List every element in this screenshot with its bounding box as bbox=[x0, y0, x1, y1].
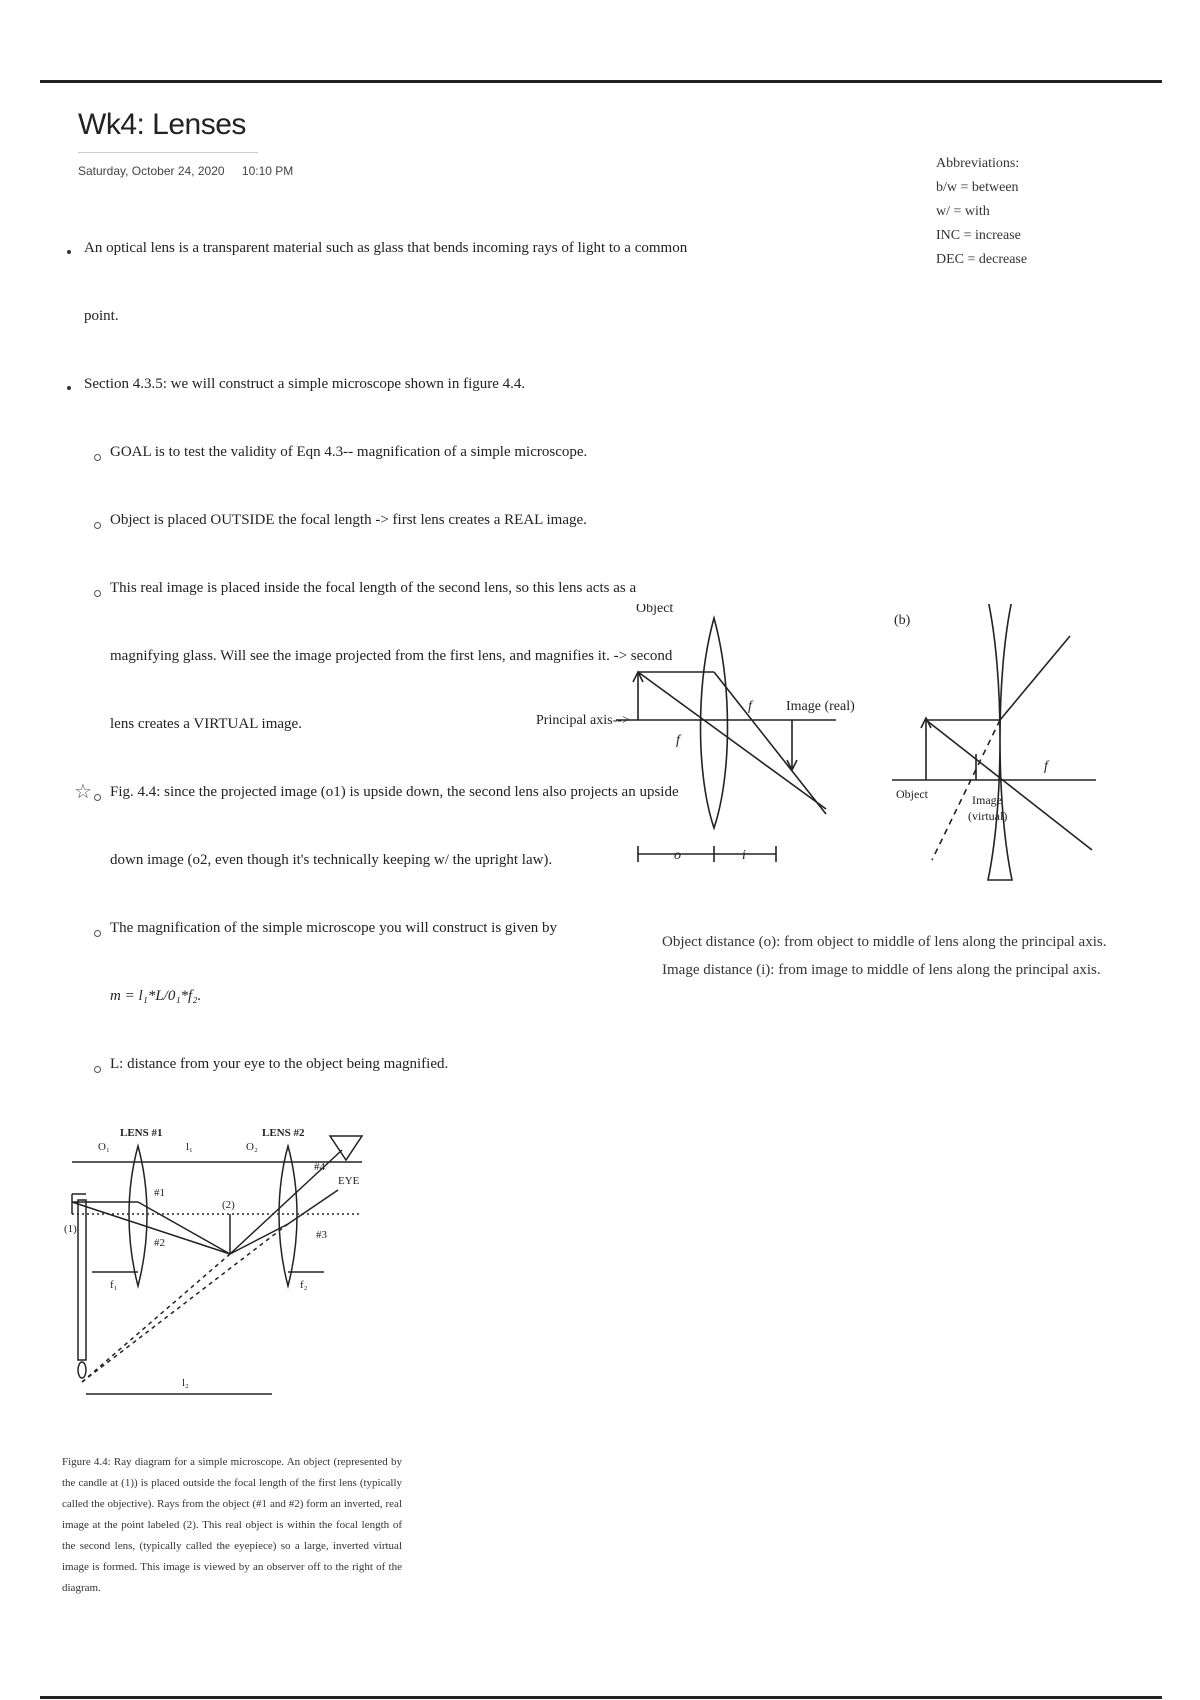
label-eye: EYE bbox=[338, 1175, 360, 1187]
label-l2: l₂ bbox=[182, 1377, 189, 1389]
bullet-dot bbox=[67, 386, 71, 390]
label-f2: f₂ bbox=[300, 1279, 308, 1291]
note-text: Fig. 4.4: since the projected image (o1) is upside down, the second lens also projects an upside bbox=[110, 784, 679, 800]
note-text: down image (o2, even though it's technically keeping w/ the upright law). bbox=[110, 852, 553, 868]
bottom-rule bbox=[40, 1696, 1162, 1699]
label-ray-1: #1 bbox=[154, 1187, 165, 1199]
lens-ray-diagram bbox=[536, 604, 1096, 904]
label-lens-1: LENS #1 bbox=[120, 1127, 163, 1139]
top-rule bbox=[40, 80, 1162, 83]
sub-bullet-circle bbox=[94, 454, 101, 461]
star-icon[interactable]: ☆ bbox=[74, 781, 92, 803]
label-image-b: Image bbox=[972, 793, 1002, 807]
note-text: The magnification of the simple microscope you will construct is given by bbox=[110, 920, 557, 936]
sub-bullet-circle bbox=[94, 930, 101, 937]
candle-body bbox=[78, 1200, 86, 1360]
virtual-ray-b bbox=[932, 720, 1000, 860]
note-text: GOAL is to test the validity of Eqn 4.3-- magnification of a simple microscope. bbox=[110, 444, 588, 460]
note-text: Section 4.3.5: we will construct a simple microscope shown in figure 4.4. bbox=[84, 376, 526, 392]
label-object: Object bbox=[636, 604, 674, 616]
label-focal: f bbox=[748, 699, 752, 714]
lens-2 bbox=[279, 1146, 297, 1286]
microscope-ray-diagram-svg bbox=[62, 1120, 402, 1430]
abbreviation-item: w/ = with bbox=[936, 204, 990, 219]
page-title: Wk4: Lenses bbox=[78, 108, 246, 141]
convex-lens bbox=[701, 618, 728, 828]
figure-4-4-caption: Figure 4.4: Ray diagram for a simple microscope. An object (represented by the candle at (1)) is placed outside the focal length of the first lens (typically called the objective). Rays from the object (#1 and #2) form an inverted, real image at the point labeled (2). This real object is within the focal length of the second lens, (typically called the eyepiece) so a large, inverted virtual image is formed. This image is viewed by an observer off to the right of the diagram. bbox=[62, 1456, 402, 1594]
note-text: This real image is placed inside the focal length of the second lens, so this lens acts as a bbox=[110, 580, 637, 596]
lens-ray-diagram-svg bbox=[536, 604, 1096, 904]
label-object-b: Object bbox=[896, 787, 928, 801]
abbreviation-item: INC = increase bbox=[936, 228, 1021, 243]
label-ray-2: #2 bbox=[154, 1237, 165, 1249]
note-text: An optical lens is a transparent material such as glass that bends incoming rays of light to a common bbox=[84, 240, 688, 256]
note-text: L: distance from your eye to the object being magnified. bbox=[110, 1056, 449, 1072]
lens-1 bbox=[129, 1146, 147, 1286]
lens-diagram-caption bbox=[662, 928, 1106, 984]
sub-bullet-circle bbox=[94, 1066, 101, 1073]
note-text: Object is placed OUTSIDE the focal length -> first lens creates a REAL image. bbox=[110, 512, 587, 528]
label-f1: f₁ bbox=[110, 1279, 118, 1291]
abbreviation-item: DEC = decrease bbox=[936, 252, 1028, 267]
candle-flame bbox=[78, 1362, 86, 1378]
virtual-ray bbox=[82, 1254, 230, 1382]
label-focal-b: f bbox=[1044, 759, 1048, 774]
label-i-distance: i bbox=[742, 848, 746, 863]
note-text: magnifying glass. Will see the image projected from the first lens, and magnifies it. -> second bbox=[110, 648, 673, 664]
label-ray-4: #4 bbox=[314, 1161, 325, 1173]
label-o2: O₂ bbox=[246, 1141, 258, 1153]
sub-bullet-circle bbox=[94, 522, 101, 529]
ray-3 bbox=[288, 1190, 338, 1224]
ray-diverged-b bbox=[1000, 636, 1070, 720]
page-date: Saturday, October 24, 2020 bbox=[78, 164, 225, 178]
label-point-2: (2) bbox=[222, 1199, 235, 1211]
note-text: lens creates a VIRTUAL image. bbox=[110, 716, 302, 732]
abbreviations-box bbox=[936, 152, 1027, 272]
abbreviations-heading: Abbreviations: bbox=[936, 156, 1020, 171]
microscope-ray-diagram bbox=[62, 1120, 402, 1430]
label-o1: O₁ bbox=[98, 1141, 110, 1153]
bullet-dot bbox=[67, 250, 71, 254]
sub-bullet-circle bbox=[94, 794, 101, 801]
label-point-1: (1) bbox=[64, 1223, 77, 1235]
label-lens-2: LENS #2 bbox=[262, 1127, 305, 1139]
magnification-formula: m = l₁*L/0₁*f₂. bbox=[110, 988, 202, 1004]
caption-line: Object distance (o): from object to middle of lens along the principal axis. bbox=[662, 934, 1107, 950]
virtual-ray bbox=[82, 1224, 288, 1382]
label-b: (b) bbox=[894, 613, 911, 628]
label-o-distance: o bbox=[674, 848, 681, 863]
label-ray-3: #3 bbox=[316, 1229, 327, 1241]
label-l1: l₁ bbox=[186, 1141, 193, 1153]
label-image-real: Image (real) bbox=[786, 699, 855, 714]
caption-line: Image distance (i): from image to middle of lens along the principal axis. bbox=[662, 962, 1101, 978]
ray-center-b bbox=[926, 720, 1092, 850]
label-focal: f bbox=[676, 733, 680, 748]
page-timestamp bbox=[78, 164, 293, 178]
label-principal-axis: Principal axis--> bbox=[536, 713, 630, 728]
ray-center bbox=[638, 672, 826, 809]
sub-bullet-circle bbox=[94, 590, 101, 597]
label-virtual-b: (virtual) bbox=[968, 809, 1008, 823]
page-time: 10:10 PM bbox=[241, 164, 294, 178]
abbreviation-item: b/w = between bbox=[936, 180, 1019, 195]
ray-refracted bbox=[714, 672, 826, 814]
note-text: point. bbox=[84, 308, 119, 324]
concave-lens bbox=[988, 604, 1012, 880]
title-underline bbox=[78, 152, 258, 153]
